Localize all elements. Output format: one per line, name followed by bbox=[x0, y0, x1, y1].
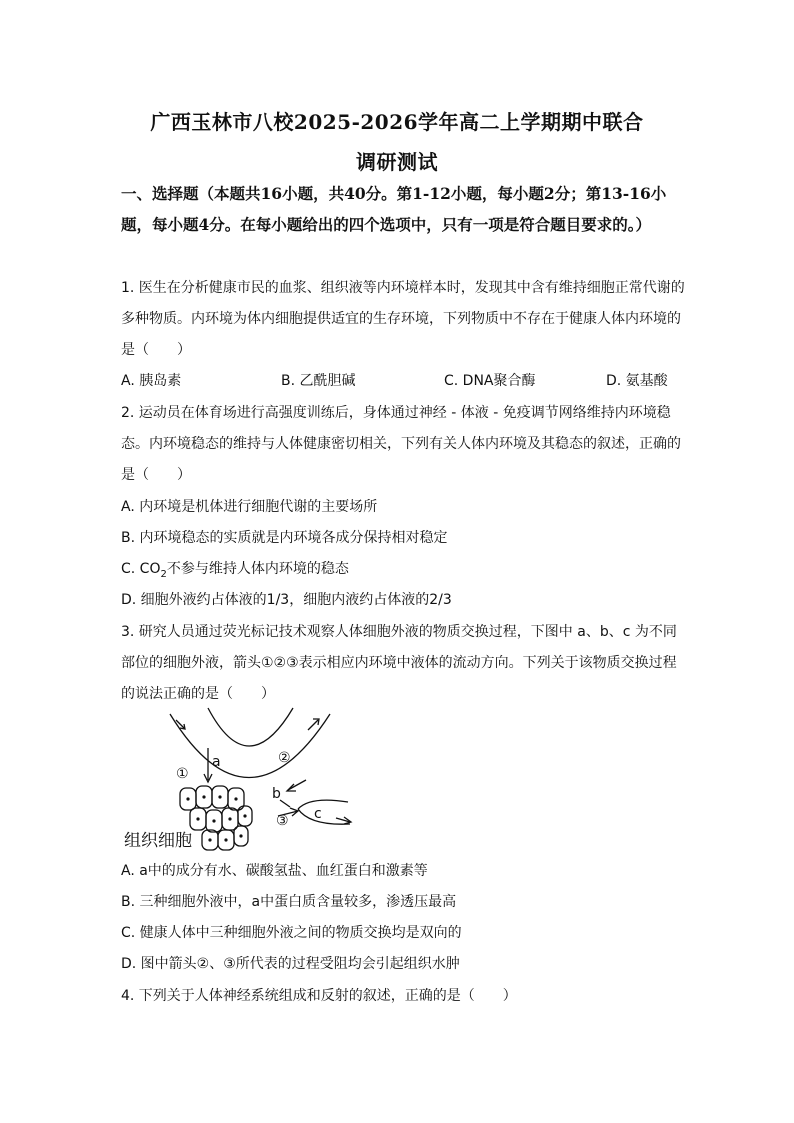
exam-title-line2: 调研测试 bbox=[356, 150, 438, 174]
inner-arc bbox=[208, 708, 293, 746]
q2-option-c[interactable] bbox=[121, 557, 349, 587]
q2-option-b[interactable]: B. 内环境稳态的实质就是内环境各成分保持相对稳定 bbox=[121, 530, 448, 546]
q3-option-d[interactable]: D. 图中箭头②、③所代表的过程受阻均会引起组织水肿 bbox=[121, 956, 460, 972]
fig-label-c: c bbox=[314, 806, 322, 822]
q1-option-b[interactable]: B. 乙酰胆碱 bbox=[281, 373, 356, 389]
q4-stem: 4. 下列关于人体神经系统组成和反射的叙述，正确的是（ ） bbox=[121, 988, 517, 1004]
fig-label-a: a bbox=[212, 754, 221, 770]
q1-option-a[interactable]: A. 胰岛素 bbox=[121, 373, 182, 389]
lymph-vessel-bottom bbox=[298, 809, 350, 824]
q3-option-a[interactable]: A. a中的成分有水、碳酸氢盐、血红蛋白和激素等 bbox=[121, 863, 428, 879]
section-heading: 一、选择题（本题共16小题，共40分。第1-12小题，每小题2分；第13-16小题，每小题4分。在每小题给出的四个选项中，只有一项是符合题目要求的。） bbox=[121, 184, 667, 234]
arrow-b-line bbox=[280, 800, 290, 807]
q1-option-d[interactable]: D. 氨基酸 bbox=[606, 373, 668, 389]
fig-label-b: b bbox=[272, 786, 281, 802]
arrow-2-line bbox=[288, 780, 306, 790]
q3-option-c[interactable]: C. 健康人体中三种细胞外液之间的物质交换均是双向的 bbox=[121, 925, 462, 941]
q3-option-b[interactable]: B. 三种细胞外液中，a中蛋白质含量较多，渗透压最高 bbox=[121, 894, 457, 910]
tissue-cells-label: 组织细胞 bbox=[124, 831, 192, 851]
fig-arrow-2: ② bbox=[278, 750, 291, 766]
arrow-top-left bbox=[176, 720, 184, 728]
exam-title-line1: 广西玉林市八校2025-2026学年高二上学期期中联合 bbox=[150, 110, 644, 134]
q2-option-c-text: 不参与维持人体内环境的稳态 bbox=[166, 561, 349, 577]
q1-option-c[interactable]: C. DNA聚合酶 bbox=[444, 373, 536, 389]
q2-option-c-prefix: C. CO bbox=[121, 561, 161, 577]
arrow-top-right bbox=[308, 720, 318, 730]
q2-option-c-subscript: 2 bbox=[160, 568, 167, 580]
lymph-vessel-top bbox=[298, 800, 348, 809]
q2-option-a[interactable]: A. 内环境是机体进行细胞代谢的主要场所 bbox=[121, 499, 378, 515]
q2-stem: 2. 运动员在体育场进行高强度训练后，身体通过神经 - 体液 - 免疫调节网络维持内环境稳态。内环境稳态的维持与人体健康密切相关，下列有关人体内环境及其稳态的叙述，正确的是（ ） bbox=[121, 405, 681, 483]
fig-arrow-3: ③ bbox=[276, 813, 289, 829]
q3-stem: 3. 研究人员通过荧光标记技术观察人体细胞外液的物质交换过程，下图中 a、b、c 为不同部位的细胞外液，箭头①②③表示相应内环境中液体的流动方向。下列关于该物质交换过程的说法正确的是（ ） bbox=[121, 624, 677, 702]
q1-stem: 1. 医生在分析健康市民的血浆、组织液等内环境样本时，发现其中含有维持细胞正常代谢的多种物质。内环境为体内细胞提供适宜的生存环境，下列物质中不存在于健康人体内环境的是（ ） bbox=[121, 280, 685, 358]
fig-arrow-1: ① bbox=[176, 766, 189, 782]
q2-option-d[interactable]: D. 细胞外液约占体液的1/3，细胞内液约占体液的2/3 bbox=[121, 592, 452, 608]
q1-options bbox=[121, 370, 681, 394]
